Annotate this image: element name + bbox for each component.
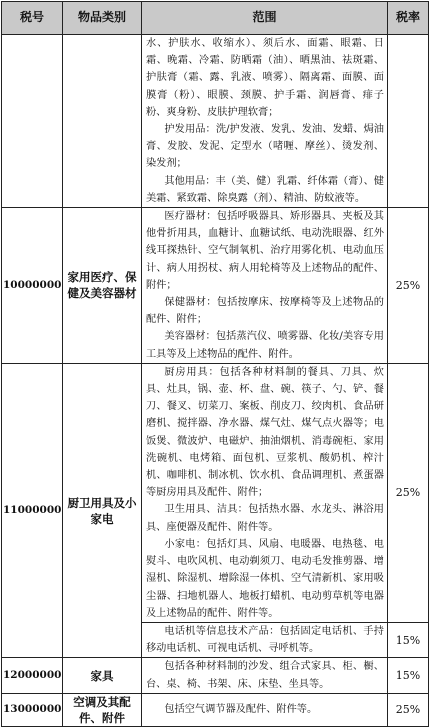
rate-cell: 25% — [388, 363, 429, 622]
tax-code-cell: 11000000 — [2, 363, 63, 657]
header-category: 物品类别 — [63, 2, 142, 35]
table-row — [2, 35, 429, 208]
category-cell: 家用医疗、保健及美容器材 — [63, 208, 142, 364]
rate-cell: 15% — [388, 622, 429, 657]
scope-paragraph: 水、护肤水、收缩水）、须后水、面霜、眼霜、日霜、晚霜、冷霜、防晒霜（油）、晒黑油、祛斑霜、护肤膏（霜、露、乳液、喷雾）、隔离霜、面膜、面膜膏（粉）、眼膜、颈膜、护手霜、润唇膏、痱子粉、爽身粉、皮肤护理软膏； — [146, 38, 384, 118]
table-row — [2, 363, 429, 622]
tax-code-cell: 13000000 — [2, 693, 63, 726]
table-header-row — [2, 2, 429, 35]
category-cell: 空调及其配件、附件 — [63, 693, 142, 726]
scope-cell — [142, 693, 388, 726]
scope-paragraph: 医疗器材：包括呼吸器具、矫形器具、夹板及其他骨折用具，血糖计、血糖试纸、电动洗眼器、红外线耳探热针、空气制氧机、治疗用雾化机、电动血压计、病人用拐杖、病人用轮椅等及上述物品的配件、附件； — [146, 211, 384, 291]
scope-cell — [142, 658, 388, 693]
table-row — [2, 208, 429, 364]
rate-cell: 15% — [388, 658, 429, 693]
rate-cell — [388, 35, 429, 208]
tariff-table — [1, 1, 429, 727]
category-cell: 家具 — [63, 658, 142, 693]
tax-code-cell — [2, 35, 63, 208]
category-cell: 厨卫用具及小家电 — [63, 363, 142, 657]
header-code: 税号 — [2, 2, 63, 35]
scope-cell — [142, 363, 388, 622]
tax-code-cell: 12000000 — [2, 658, 63, 693]
rate-cell: 25% — [388, 208, 429, 364]
scope-cell — [142, 622, 388, 657]
scope-paragraph: 小家电：包括灯具、风扇、电暖器、电热毯、电熨斗、电吹风机、电动剃须刀、电动毛发推剪器、增湿机、除湿机、增除湿一体机、空气清新机、家用吸尘器、扫地机器人、地板打蜡机、电动剪草机等电器及上述物品的配件、附件等。 — [146, 538, 384, 619]
rate-cell: 25% — [388, 693, 429, 726]
scope-paragraph: 卫生用具、洁具：包括热水器、水龙头、淋浴用具、座便器及配件、附件等。 — [146, 504, 384, 533]
scope-paragraph: 其他用品：丰（美、健）乳霜、纤体霜（膏）、健美霜、紧致霜、除臭露（剂）、精油、防蚊液等。 — [146, 175, 384, 204]
scope-paragraph: 包括空气调节器及配件、附件等。 — [164, 704, 318, 716]
scope-paragraph: 电话机等信息技术产品：包括固定电话机、手持移动电话机、可视电话机、寻呼机等。 — [146, 625, 384, 655]
scope-paragraph: 包括各种材料制的沙发、组合式家具、柜、橱、台、桌、椅、书架、床、床垫、坐具等。 — [146, 661, 384, 690]
table-row — [2, 693, 429, 726]
table-row — [2, 658, 429, 693]
scope-cell — [142, 208, 388, 364]
scope-paragraph: 美容器材：包括蒸汽仪、喷雾器、化妆/美容专用工具等及上述物品的配件、附件。 — [146, 331, 384, 360]
scope-paragraph: 护发用品：洗/护发液、发乳、发油、发蜡、焗油膏、发胶、发泥、定型水（啫喱、摩丝）、烫发剂、染发剂； — [146, 124, 384, 170]
category-cell — [63, 35, 142, 208]
scope-paragraph: 厨房用具：包括各种材料制的餐具、刀具、炊具、灶具，锅、壶、杯、盘、碗、筷子、勺、铲、餐刀、餐叉、切菜刀、案板、削皮刀、绞肉机、食品研磨机、搅拌器、净水器、煤气灶、煤气点火器等；电饭煲、微波炉、电磁炉、抽油烟机、消毒碗柜、家用洗碗机、电烤箱、面包机、豆浆机、酸奶机、榨汁机、咖啡机、制冰机、饮水机、食品调理机、煮蛋器等厨房用具及配件、附件； — [146, 366, 384, 499]
header-scope: 范围 — [142, 2, 388, 35]
scope-cell — [142, 35, 388, 208]
header-rate: 税率 — [388, 2, 429, 35]
tax-code-cell: 10000000 — [2, 208, 63, 364]
scope-paragraph: 保健器材：包括按摩床、按摩椅等及上述物品的配件、附件； — [146, 297, 384, 326]
